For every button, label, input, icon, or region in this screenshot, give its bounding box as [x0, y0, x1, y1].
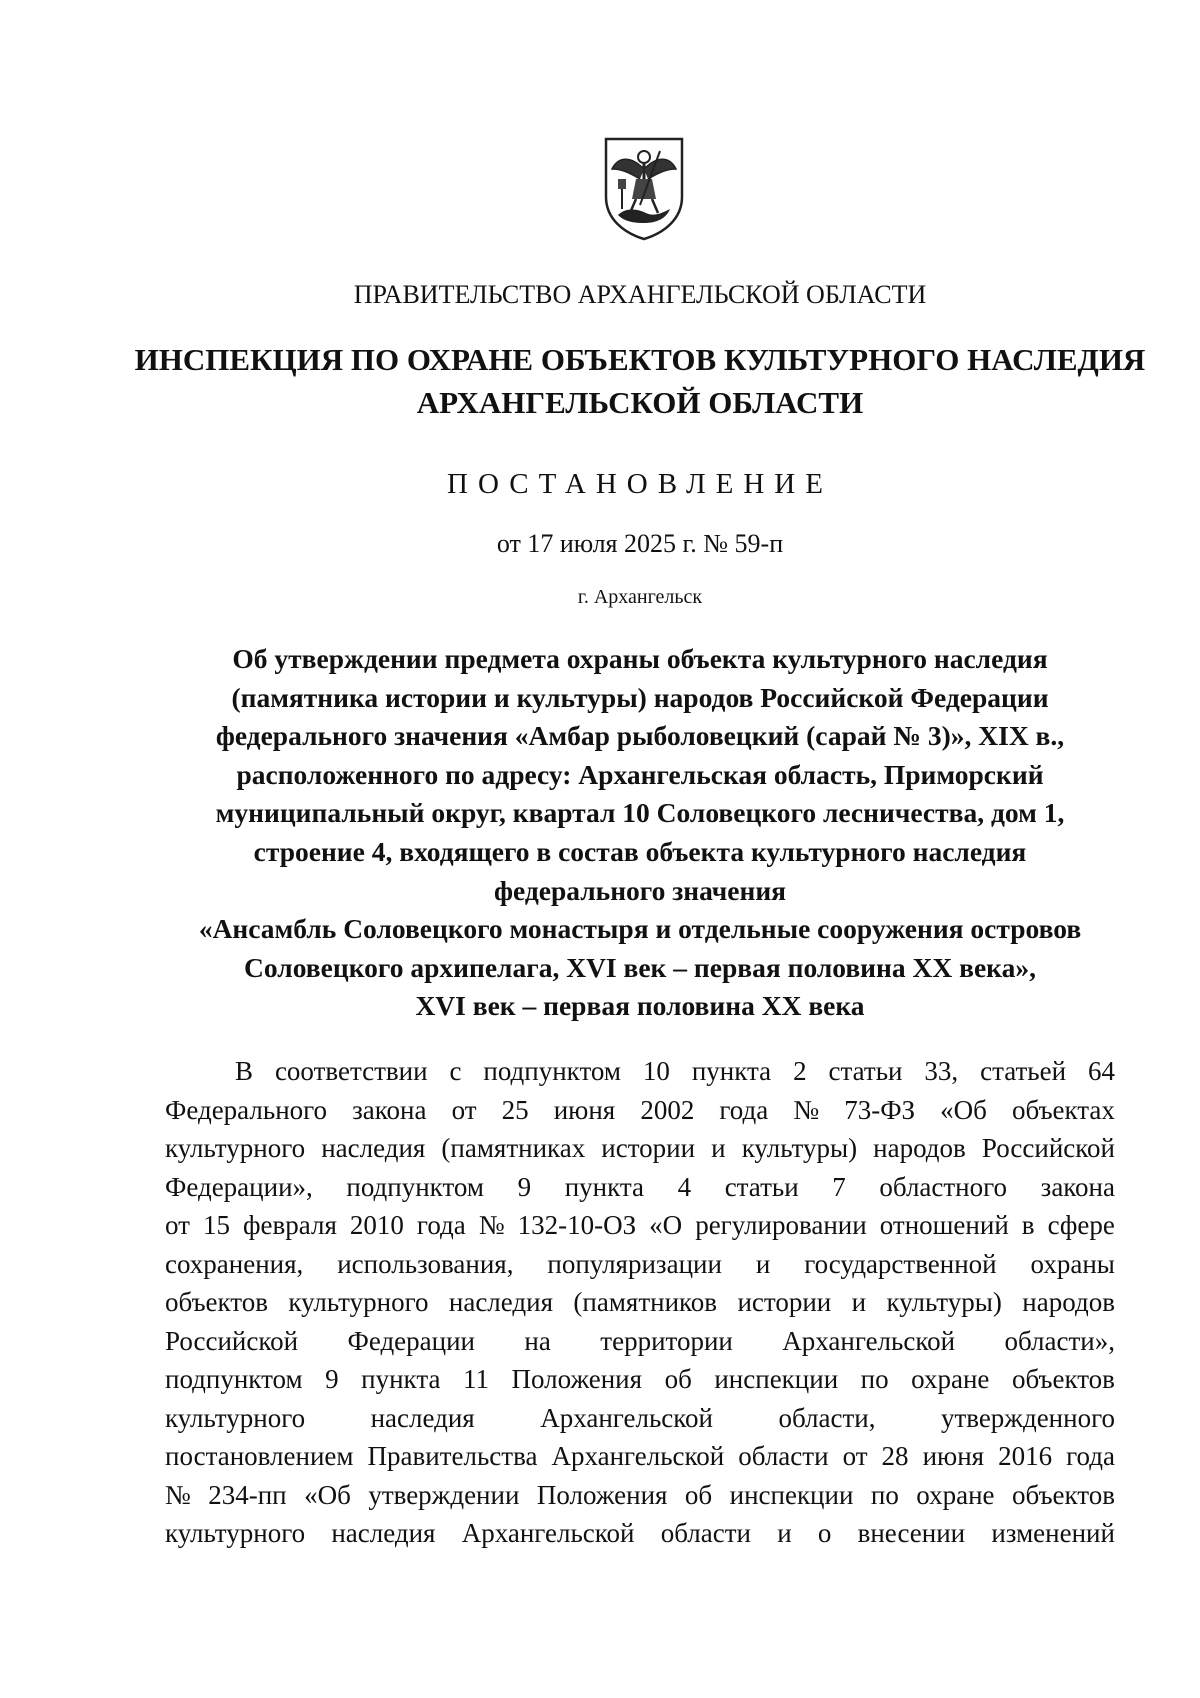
title-line: расположенного по адресу: Архангельская область, Приморский — [236, 758, 1044, 790]
title-line: (памятника истории и культуры) народов Российской Федерации — [231, 681, 1049, 713]
body-line: постановлением Правительства Архангельской области от 28 июня 2016 года — [165, 1441, 1115, 1471]
body-line: культурного наследия (памятниках истории и культуры) народов Российской — [165, 1133, 1115, 1163]
title-line: федерального значения — [493, 874, 787, 906]
title-line: строение 4, входящего в состав объекта культурного наследия — [253, 835, 1027, 867]
title-line: федерального значения «Амбар рыболовецкий (сарай № 3)», XIX в., — [215, 720, 1065, 752]
title-line: XVI век – первая половина XX века — [415, 990, 865, 1022]
coat-of-arms-icon — [600, 135, 688, 243]
decree-city: г. Архангельск — [577, 586, 703, 608]
body-line: Российской Федерации на территории Архангельской области», — [165, 1325, 1115, 1356]
title-line: Соловецкого архипелага, XVI век – первая половина XX века», — [244, 951, 1036, 983]
title-line: «Ансамбль Соловецкого монастыря и отдельные сооружения островов — [198, 913, 1082, 945]
inspection-name-line-1: ИНСПЕКЦИЯ ПО ОХРАНЕ ОБЪЕКТОВ КУЛЬТУРНОГО НАСЛЕДИЯ — [134, 342, 1146, 377]
body-line: Федерации», подпунктом 9 пункта 4 статьи 7 областного закона — [165, 1171, 1115, 1202]
inspection-name — [0, 338, 1200, 424]
decree-body — [165, 1052, 1115, 1553]
body-line: подпунктом 9 пункта 11 Положения об инспекции по охране объектов — [165, 1364, 1115, 1394]
body-line: объектов культурного наследия (памятников истории и культуры) народов — [165, 1287, 1115, 1317]
body-line: культурного наследия Архангельской области, утвержденного — [165, 1402, 1115, 1433]
body-line: Федерального закона от 25 июня 2002 года № 73-ФЗ «Об объектах — [165, 1094, 1115, 1125]
body-line: от 15 февраля 2010 года № 132-10-ОЗ «О регулировании отношений в сфере — [165, 1210, 1115, 1240]
title-line: муниципальный округ, квартал 10 Соловецкого лесничества, дом 1, — [215, 797, 1065, 829]
body-line: В соответствии с подпунктом 10 пункта 2 статьи 33, статьей 64 — [235, 1056, 1115, 1086]
body-line: № 234-пп «Об утверждении Положения об инспекции по охране объектов — [165, 1479, 1115, 1510]
body-line: сохранения, использования, популяризации и государственной охраны — [165, 1248, 1115, 1279]
decree-title — [0, 640, 1200, 1026]
inspection-name-line-2: АРХАНГЕЛЬСКОЙ ОБЛАСТИ — [416, 385, 864, 420]
decree-heading: ПОСТАНОВЛЕНИЕ — [447, 468, 833, 500]
title-line: Об утверждении предмета охраны объекта культурного наследия — [232, 643, 1048, 674]
decree-date-number: от 17 июля 2025 г. № 59-п — [496, 529, 784, 558]
body-line: культурного наследия Архангельской области и о внесении изменений — [165, 1518, 1115, 1548]
government-name: ПРАВИТЕЛЬСТВО АРХАНГЕЛЬСКОЙ ОБЛАСТИ — [353, 280, 927, 309]
